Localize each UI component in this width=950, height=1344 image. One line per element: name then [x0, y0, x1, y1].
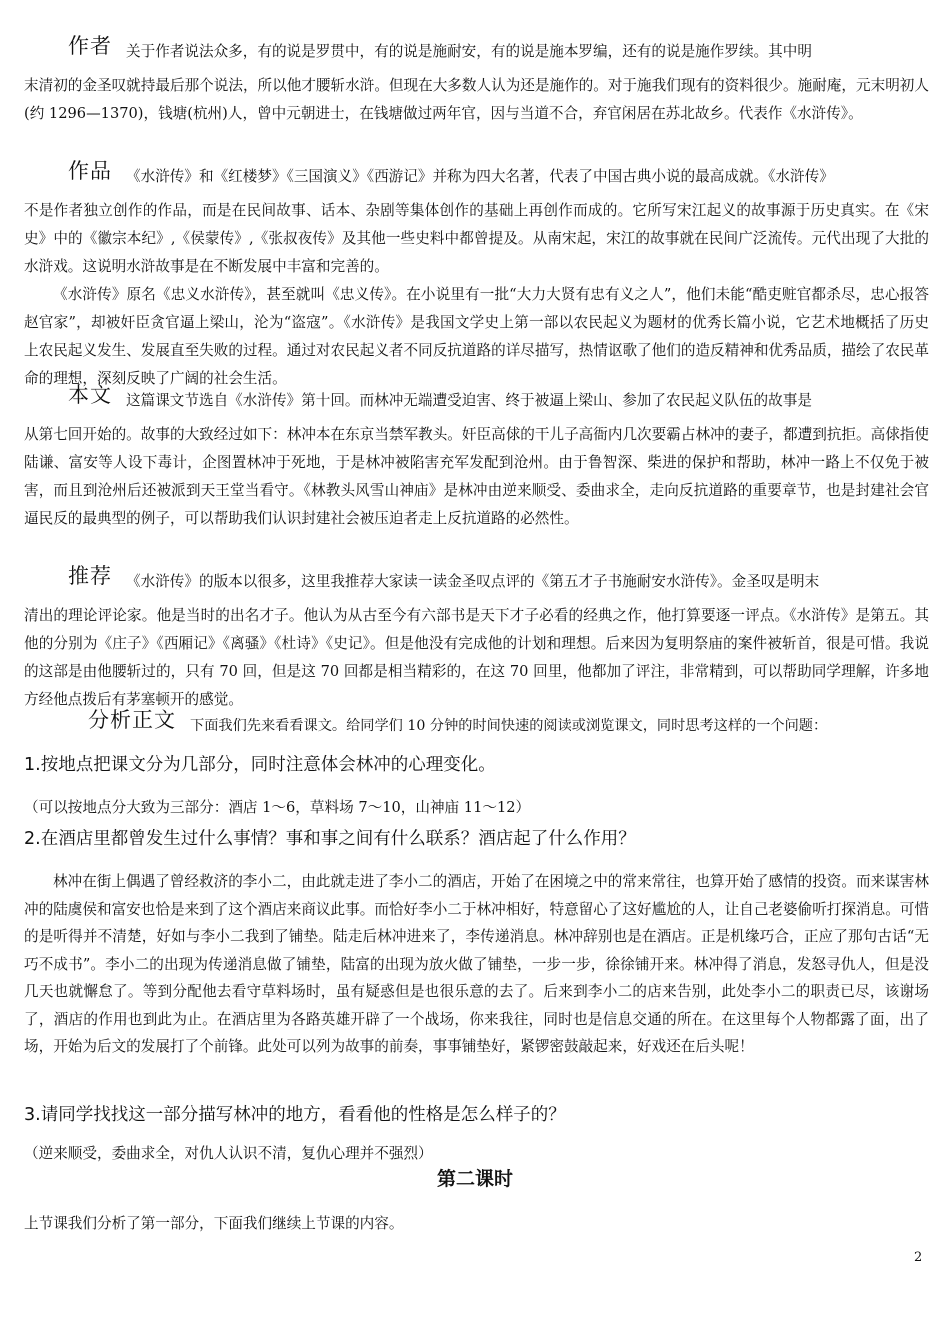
lesson-2-title: 第二课时: [436, 1168, 513, 1190]
lesson-2-intro: 上节课我们分析了第一部分，下面我们继续上节课的内容。: [24, 1215, 404, 1232]
text-body: 从第七回开始的。故事的大致经过如下：林冲本在东京当禁军教头。奸臣高俅的干儿子高衙内几次要霸占林冲的妻子，都遭到抗拒。高俅指使陆谦、富安等人设下毒计，企图置林冲于死地，于是林冲被陷害充军发配到沧州。由于鲁智深、柴进的保护和帮助，林冲一路上不仅免于被害，而且到沧州后还被派到天王堂当看守。《林教头风雪山神庙》是林冲由逆来顺受、委曲求全，走向反抗道路的重要章节，也是封建社会官逼民反的最典型的例子，可以帮助我们认识封建社会被压迫者走上反抗道路的必然性。: [24, 426, 929, 527]
section-text: [24, 375, 929, 533]
works-heading: 作品: [68, 159, 112, 183]
analysis-heading: 分析正文: [88, 708, 176, 732]
author-body: 末清初的金圣叹就持最后那个说法，所以他才腰斩水浒。但现在大多数人认为还是施作的。对于施我们现有的资料很少。施耐庵，元末明初人(约 1296—1370)，钱塘(杭州)人，曾中元朝进士，在钱塘做过两年官，因与当道不合，弃官闲居在苏北故乡。代表作《水浒传》。: [24, 77, 929, 122]
author-heading: 作者: [68, 34, 112, 58]
question-3-note: （逆来顺受，委曲求全，对仇人认识不清，复仇心理并不强烈）: [24, 1145, 433, 1162]
question-3: 3.请同学找找这一部分描写林冲的地方，看看他的性格是怎么样子的？: [24, 1105, 566, 1125]
question-1-note: （可以按地点分大致为三部分：酒店 1～6，草料场 7～10，山神庙 11～12）: [24, 799, 531, 816]
author-lead-text: 关于作者说法众多，有的说是罗贯中，有的说是施耐安，有的说是施本罗编，还有的说是施作罗续。其中明: [126, 43, 812, 60]
recommend-heading: 推荐: [68, 564, 112, 588]
question-3-block: [24, 1100, 929, 1130]
question-2: 2.在酒店里都曾发生过什么事情？事和事之间有什么联系？酒店起了什么作用？: [24, 829, 636, 849]
recommend-lead-line: [24, 556, 929, 596]
question-2-answer-block: [24, 868, 929, 1061]
question-1: 1.按地点把课文分为几部分，同时注意体会林冲的心理变化。: [24, 755, 496, 775]
text-lead-text: 这篇课文节选自《水浒传》第十回。而林冲无端遭受迫害、终于被逼上梁山、参加了农民起义队伍的故事是: [126, 392, 812, 409]
recommend-body: 清出的理论评论家。他是当时的出名才子。他认为从古至今有六部书是天下才子必看的经典之作，他打算要逐一评点。《水浒传》是第五。其他的分别为《庄子》《西厢记》《离骚》《杜诗》《史记》。但是他没有完成他的计划和理想。后来因为复明祭庙的案件被斩首，很是可惜。我说的这部是由他腰斩过的，只有 70 回，但是这 70 回都是相当精彩的，在这 70 回里，他都加了评注，非常精到，可以帮助同学理解，许多地方经他点拨后有茅塞顿开的感觉。: [24, 607, 929, 708]
text-lead-line: [24, 375, 929, 415]
analysis-lead-line: [24, 700, 929, 740]
section-analysis: [24, 700, 929, 740]
question-1-block: [24, 750, 929, 780]
analysis-lead-text: 下面我们先来看看课文。给同学们 10 分钟的时间快速的阅读或浏览课文，同时思考这样的一个问题：: [190, 718, 828, 734]
section-recommend: [24, 556, 929, 714]
page-number: 2: [914, 1250, 923, 1265]
question-1-note-block: [24, 796, 929, 820]
works-lead-line: [24, 151, 929, 191]
text-heading: 本文: [68, 383, 112, 407]
recommend-lead-text: 《水浒传》的版本以很多，这里我推荐大家读一读金圣叹点评的《第五才子书施耐安水浒传》。金圣叹是明末: [126, 573, 820, 590]
works-lead-text: 《水浒传》和《红楼梦》《三国演义》《西游记》并称为四大名著，代表了中国古典小说的最高成就。《水浒传》: [126, 168, 834, 185]
works-body-2: 《水浒传》原名《忠义水浒传》，甚至就叫《忠义传》。在小说里有一批“大力大贤有忠有义之人”，他们未能“酷吏赃官都杀尽，忠心报答赵官家”，却被奸臣贪官逼上梁山，沦为“盗寇”。《水浒传》是我国文学史上第一部以农民起义为题材的优秀长篇小说，它艺术地概括了历史上农民起义发生、发展直至失败的过程。通过对农民起义者不同反抗道路的详尽描写，热情讴歌了他们的造反精神和优秀品质，描绘了农民革命的理想，深刻反映了广阔的社会生活。: [24, 286, 929, 387]
question-2-block: [24, 824, 929, 854]
works-body: 不是作者独立创作的作品，而是在民间故事、话本、杂剧等集体创作的基础上再创作而成的。它所写宋江起义的故事源于历史真实。在《宋史》中的《徽宗本纪》,《侯蒙传》,《张叔夜传》及其他一些史料中都曾提及。从南宋起，宋江的故事就在民间广泛流传。元代出现了大批的水浒戏。这说明水浒故事是在不断发展中丰富和完善的。: [24, 202, 929, 275]
question-3-note-block: [24, 1142, 929, 1166]
lesson-2-intro-block: [24, 1212, 929, 1236]
section-author: [24, 26, 929, 128]
section-works: [24, 151, 929, 393]
author-lead-line: [24, 26, 929, 66]
question-2-answer: 林冲在街上偶遇了曾经救济的李小二，由此就走进了李小二的酒店，开始了在困境之中的常来常往，也算开始了感情的投资。而来谋害林冲的陆虞侯和富安也恰是来到了这个酒店来商议此事。而恰好李小二于林冲相好，特意留心了这好尴尬的人，让自己老婆偷听打探消息。可惜的是听得并不清楚，好如与李小二我到了铺垫。陆走后林冲进来了，李传递消息。林冲辞别也是在酒店。正是机缘巧合，正应了那句古话“无巧不成书”。李小二的出现为传递消息做了铺垫，陆富的出现为放火做了铺垫，一步一步，徐徐铺开来。林冲得了消息，发怒寻仇人，但是没几天也就懈怠了。等到分配他去看守草料场时，虽有疑惑但是也很乐意的去了。后来到李小二的店来告别，此处李小二的职责已尽，该谢场了，酒店的作用也到此为止。在酒店里为各路英雄开辟了一个战场，你来我往，同时也是信息交通的所在。在这里每个人物都露了面，出了场，开始为后文的发展打了个前锋。此处可以列为故事的前奏，事事铺垫好，紧锣密鼓敲起来，好戏还在后头呢！: [24, 873, 929, 1055]
